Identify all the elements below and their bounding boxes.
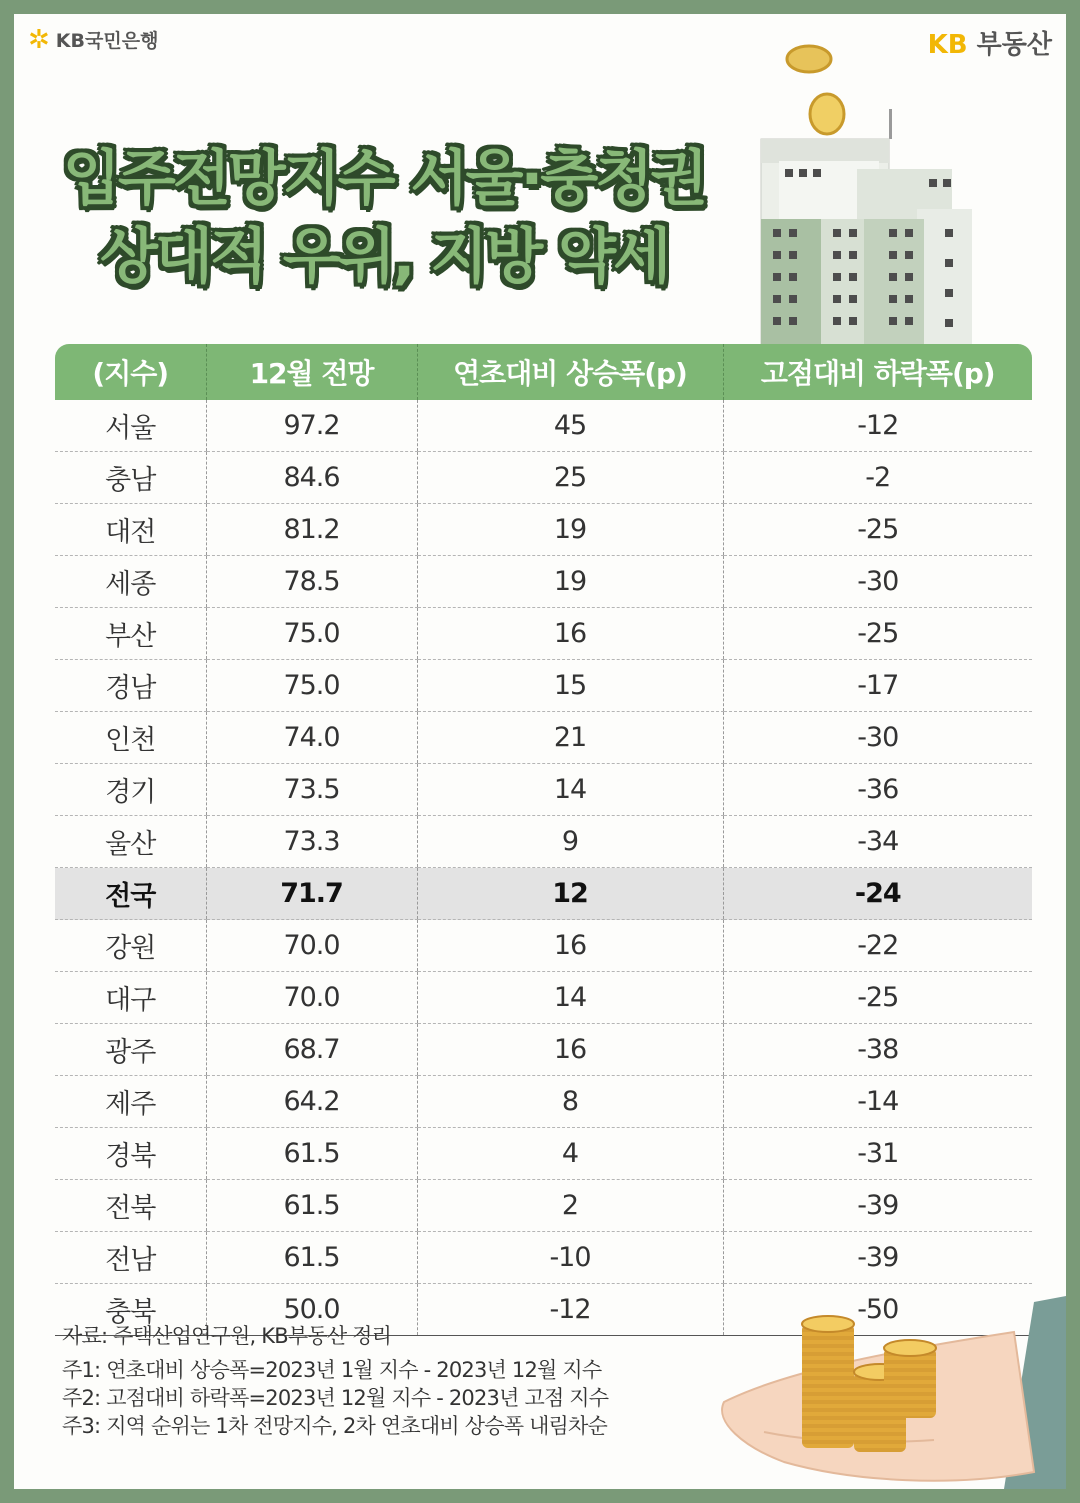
column-header-ytd-increase: 연초대비 상승폭(p)	[417, 344, 723, 400]
ytd-increase-cell: 16	[417, 608, 723, 660]
peak-decline-cell: -14	[723, 1076, 1032, 1128]
kb-bank-logo	[28, 26, 158, 53]
peak-decline-cell: -34	[723, 816, 1032, 868]
table-row	[55, 1128, 1032, 1180]
notes-section	[62, 1322, 608, 1440]
table-row	[55, 920, 1032, 972]
kb-star-icon: ✲	[28, 24, 50, 55]
region-cell: 강원	[55, 920, 206, 972]
coin-icon	[810, 94, 844, 134]
title-line-2: 상대적 우위, 지방 약세	[99, 222, 669, 292]
peak-decline-cell: -31	[723, 1128, 1032, 1180]
peak-decline-cell: -2	[723, 452, 1032, 504]
ytd-increase-cell: 9	[417, 816, 723, 868]
region-cell: 울산	[55, 816, 206, 868]
peak-decline-cell: -25	[723, 608, 1032, 660]
title-line-1: 입주전망지수 서울·충청권	[62, 144, 706, 214]
december-outlook-cell: 75.0	[206, 660, 417, 712]
region-cell: 세종	[55, 556, 206, 608]
region-cell: 서울	[55, 400, 206, 452]
ytd-increase-cell: 16	[417, 920, 723, 972]
table-row	[55, 868, 1032, 920]
footnote-3: 주3: 지역 순위는 1차 전망지수, 2차 연초대비 상승폭 내림차순	[62, 1414, 608, 1438]
table-row	[55, 712, 1032, 764]
hand-with-coins-illustration	[704, 1272, 1066, 1489]
peak-decline-cell: -50	[723, 1284, 1032, 1336]
outlook-index-table	[55, 344, 1032, 1336]
peak-decline-cell: -39	[723, 1180, 1032, 1232]
region-cell: 대전	[55, 504, 206, 556]
december-outlook-cell: 71.7	[206, 868, 417, 920]
peak-decline-cell: -24	[723, 868, 1032, 920]
table-row	[55, 452, 1032, 504]
table-row	[55, 556, 1032, 608]
peak-decline-cell: -25	[723, 504, 1032, 556]
december-outlook-cell: 50.0	[206, 1284, 417, 1336]
ytd-increase-cell: 12	[417, 868, 723, 920]
december-outlook-cell: 68.7	[206, 1024, 417, 1076]
table-row	[55, 1180, 1032, 1232]
december-outlook-cell: 81.2	[206, 504, 417, 556]
source-note: 자료: 주택산업연구원, KB부동산 정리	[62, 1324, 392, 1348]
december-outlook-cell: 61.5	[206, 1180, 417, 1232]
region-cell: 경남	[55, 660, 206, 712]
kb-bank-logo-text: KB국민은행	[55, 30, 159, 52]
table-row	[55, 608, 1032, 660]
column-header-peak-decline: 고점대비 하락폭(p)	[723, 344, 1032, 400]
table-row	[55, 1076, 1032, 1128]
ytd-increase-cell: -12	[417, 1284, 723, 1336]
table-row	[55, 1024, 1032, 1076]
column-header-region: (지수)	[55, 344, 206, 400]
region-cell: 제주	[55, 1076, 206, 1128]
column-header-december-outlook: 12월 전망	[206, 344, 417, 400]
region-cell: 충남	[55, 452, 206, 504]
building-illustration	[749, 29, 989, 345]
table-row	[55, 816, 1032, 868]
peak-decline-cell: -39	[723, 1232, 1032, 1284]
december-outlook-cell: 74.0	[206, 712, 417, 764]
ytd-increase-cell: 45	[417, 400, 723, 452]
kb-realestate-logo-kb: KB	[927, 30, 968, 60]
footnote-2: 주2: 고점대비 하락폭=2023년 12월 지수 - 2023년 고점 지수	[62, 1386, 609, 1410]
region-cell: 대구	[55, 972, 206, 1024]
december-outlook-cell: 61.5	[206, 1128, 417, 1180]
ytd-increase-cell: 2	[417, 1180, 723, 1232]
peak-decline-cell: -36	[723, 764, 1032, 816]
ytd-increase-cell: 14	[417, 972, 723, 1024]
region-cell: 경북	[55, 1128, 206, 1180]
region-cell: 광주	[55, 1024, 206, 1076]
ytd-increase-cell: 15	[417, 660, 723, 712]
peak-decline-cell: -25	[723, 972, 1032, 1024]
infographic-card	[14, 14, 1066, 1489]
peak-decline-cell: -30	[723, 712, 1032, 764]
peak-decline-cell: -30	[723, 556, 1032, 608]
december-outlook-cell: 73.5	[206, 764, 417, 816]
region-cell: 전국	[55, 868, 206, 920]
ytd-increase-cell: -10	[417, 1232, 723, 1284]
ytd-increase-cell: 8	[417, 1076, 723, 1128]
december-outlook-cell: 73.3	[206, 816, 417, 868]
table-row	[55, 504, 1032, 556]
region-cell: 전북	[55, 1180, 206, 1232]
december-outlook-cell: 70.0	[206, 920, 417, 972]
december-outlook-cell: 61.5	[206, 1232, 417, 1284]
kb-realestate-logo-name: 부동산	[976, 30, 1052, 60]
december-outlook-cell: 78.5	[206, 556, 417, 608]
table-row	[55, 764, 1032, 816]
ytd-increase-cell: 19	[417, 556, 723, 608]
peak-decline-cell: -38	[723, 1024, 1032, 1076]
region-cell: 충북	[55, 1284, 206, 1336]
coin-icon	[787, 46, 831, 72]
december-outlook-cell: 84.6	[206, 452, 417, 504]
table-row	[55, 660, 1032, 712]
region-cell: 경기	[55, 764, 206, 816]
peak-decline-cell: -12	[723, 400, 1032, 452]
table-row	[55, 972, 1032, 1024]
table-header-row	[55, 344, 1032, 400]
region-cell: 부산	[55, 608, 206, 660]
december-outlook-cell: 64.2	[206, 1076, 417, 1128]
peak-decline-cell: -22	[723, 920, 1032, 972]
december-outlook-cell: 97.2	[206, 400, 417, 452]
peak-decline-cell: -17	[723, 660, 1032, 712]
ytd-increase-cell: 25	[417, 452, 723, 504]
december-outlook-cell: 75.0	[206, 608, 417, 660]
footnote-1: 주1: 연초대비 상승폭=2023년 1월 지수 - 2023년 12월 지수	[62, 1358, 602, 1382]
ytd-increase-cell: 4	[417, 1128, 723, 1180]
ytd-increase-cell: 19	[417, 504, 723, 556]
ytd-increase-cell: 14	[417, 764, 723, 816]
table-row	[55, 400, 1032, 452]
region-cell: 전남	[55, 1232, 206, 1284]
ytd-increase-cell: 21	[417, 712, 723, 764]
page-title	[14, 140, 754, 296]
december-outlook-cell: 70.0	[206, 972, 417, 1024]
region-cell: 인천	[55, 712, 206, 764]
ytd-increase-cell: 16	[417, 1024, 723, 1076]
